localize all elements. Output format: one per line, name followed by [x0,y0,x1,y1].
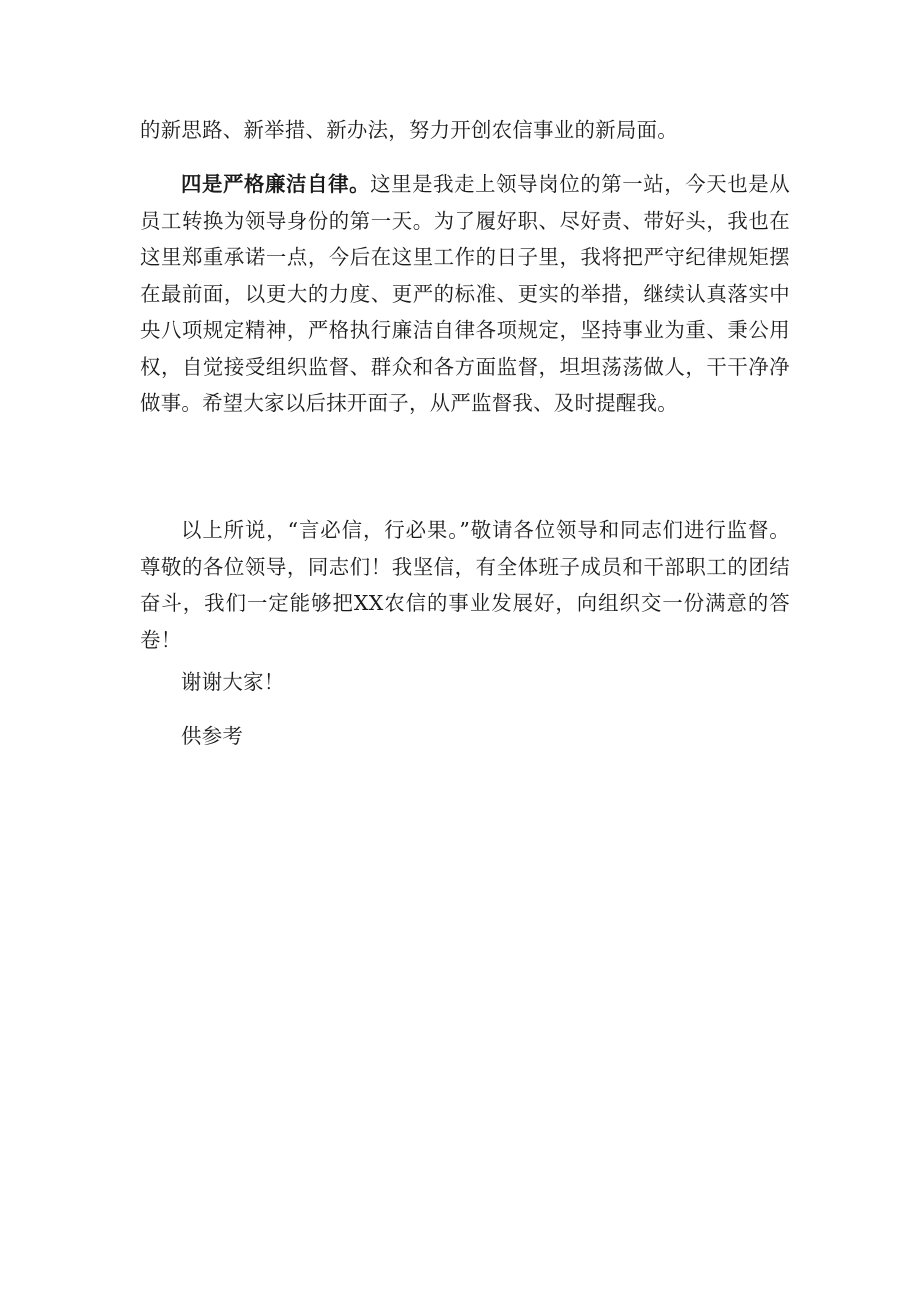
paragraph-reference-note: 供参考 [181,724,244,748]
paragraph-continuation: 的新思路、新举措、新办法，努力开创农信事业的新局面。 [140,118,678,142]
paragraph-self-discipline [140,166,790,422]
paragraph-heading-bold: 四是严格廉洁自律。 [181,172,371,196]
paragraph-closing-pledge: 以上所说，“言必信，行必果。”敬请各位领导和同志们进行监督。尊敬的各位领导，同志们！我坚信，有全体班子成员和干部职工的团结奋斗，我们一定能够把XX农信的事业发展好，向组织交一份满意的答卷！ [140,518,790,652]
paragraph-body: 这里是我走上领导岗位的第一站，今天也是从员工转换为领导身份的第一天。为了履好职、尽好责、带好头，我也在这里郑重承诺一点，今后在这里工作的日子里，我将把严守纪律规矩摆在最前面，以更大的力度、更严的标准、更实的举措，继续认真落实中央八项规定精神，严格执行廉洁自律各项规定，坚持事业为重、秉公用权，自觉接受组织监督、群众和各方面监督，坦坦荡荡做人，干干净净做事。希望大家以后抹开面子，从严监督我、及时提醒我。 [140,172,791,415]
paragraph-thanks: 谢谢大家！ [181,670,285,694]
